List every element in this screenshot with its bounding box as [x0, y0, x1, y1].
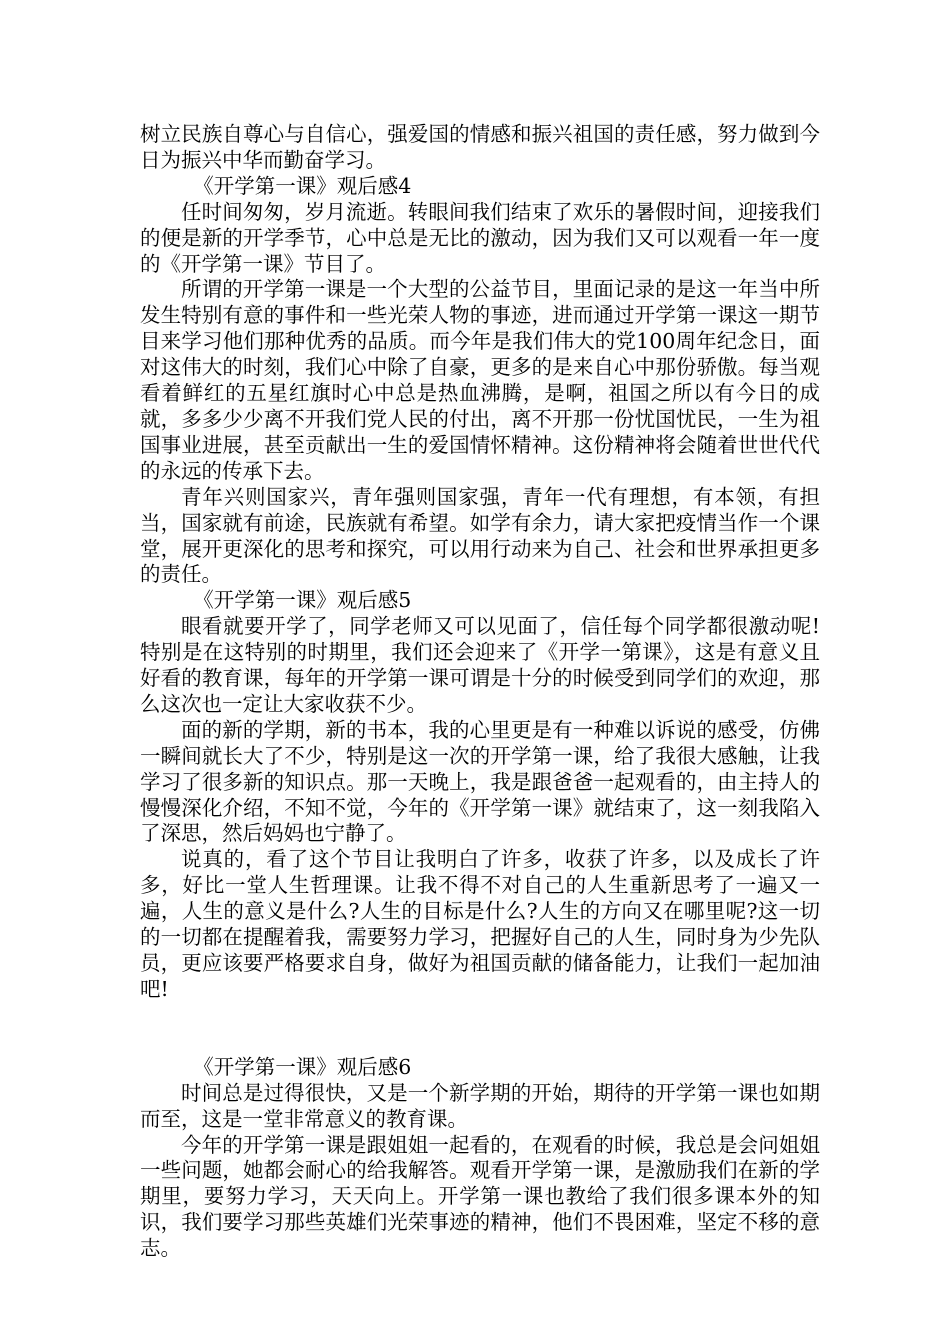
paragraph: 任时间匆匆，岁月流逝。转眼间我们结束了欢乐的暑假时间，迎接我们的便是新的开学季节，心中总是无比的激动，因为我们又可以观看一年一度的《开学第一课》节目了。	[140, 199, 820, 276]
section-heading-5: 《开学第一课》观后感5	[193, 588, 412, 613]
paragraph-continued: 树立民族自尊心与自信心，强爱国的情感和振兴祖国的责任感，努力做到今日为振兴中华而勤奋学习。	[140, 122, 820, 172]
document-page	[140, 122, 820, 1262]
paragraph: 面的新的学期，新的书本，我的心里更是有一种难以诉说的感受，仿佛一瞬间就长大了不少，特别是这一次的开学第一课，给了我很大感触，让我学习了很多新的知识点。那一天晚上，我是跟爸爸一起观看的，由主持人的慢慢深化介绍，不知不觉，今年的《开学第一课》就结束了，这一刻我陷入了深思，然后妈妈也宁静了。	[140, 717, 820, 846]
paragraph: 说真的，看了这个节目让我明白了许多，收获了许多，以及成长了许多，好比一堂人生哲理课。让我不得不对自己的人生重新思考了一遍又一遍，人生的意义是什么?人生的目标是什么?人生的方向又在哪里呢?这一切的一切都在提醒着我，需要努力学习，把握好自己的人生，同时身为少先队员，更应该要严格要求自身，做好为祖国贡献的储备能力，让我们一起加油吧!	[140, 847, 820, 1001]
paragraph: 所谓的开学第一课是一个大型的公益节目，里面记录的是这一年当中所发生特别有意的事件和一些光荣人物的事迹，进而通过开学第一课这一期节目来学习他们那种优秀的品质。而今年是我们伟大的党100周年纪念日，面对这伟大的时刻，我们心中除了自豪，更多的是来自心中那份骄傲。每当观看着鲜红的五星红旗时心中总是热血沸腾，是啊，祖国之所以有今日的成就，多多少少离不开我们党人民的付出，离不开那一份忧国忧民，一生为祖国事业进展，甚至贡献出一生的爱国情怀精神。这份精神将会随着世世代代的永远的传承下去。	[140, 277, 820, 483]
paragraph: 青年兴则国家兴，青年强则国家强，青年一代有理想，有本领，有担当，国家就有前途，民族就有希望。如学有余力，请大家把疫情当作一个课堂，展开更深化的思考和探究，可以用行动来为自己、社会和世界承担更多的责任。	[140, 484, 820, 587]
blank-line	[140, 1003, 820, 1055]
section-heading-6: 《开学第一课》观后感6	[193, 1054, 412, 1079]
paragraph: 今年的开学第一课是跟姐姐一起看的，在观看的时候，我总是会问姐姐一些问题，她都会耐心的给我解答。观看开学第一课，是激励我们在新的学期里，要努力学习，天天向上。开学第一课也教给了我们很多课本外的知识，我们要学习那些英雄们光荣事迹的精神，他们不畏困难，坚定不移的意志。	[140, 1132, 820, 1261]
section-heading-4: 《开学第一课》观后感4	[193, 173, 412, 198]
paragraph: 眼看就要开学了，同学老师又可以见面了，信任每个同学都很激动呢!特别是在这特别的时期里，我们还会迎来了《开学一第课》，这是有意义且好看的教育课，每年的开学第一课可谓是十分的时候受到同学们的欢迎，那么这次也一定让大家收获不少。	[140, 614, 820, 716]
paragraph: 时间总是过得很快，又是一个新学期的开始，期待的开学第一课也如期而至，这是一堂非常意义的教育课。	[140, 1080, 820, 1131]
